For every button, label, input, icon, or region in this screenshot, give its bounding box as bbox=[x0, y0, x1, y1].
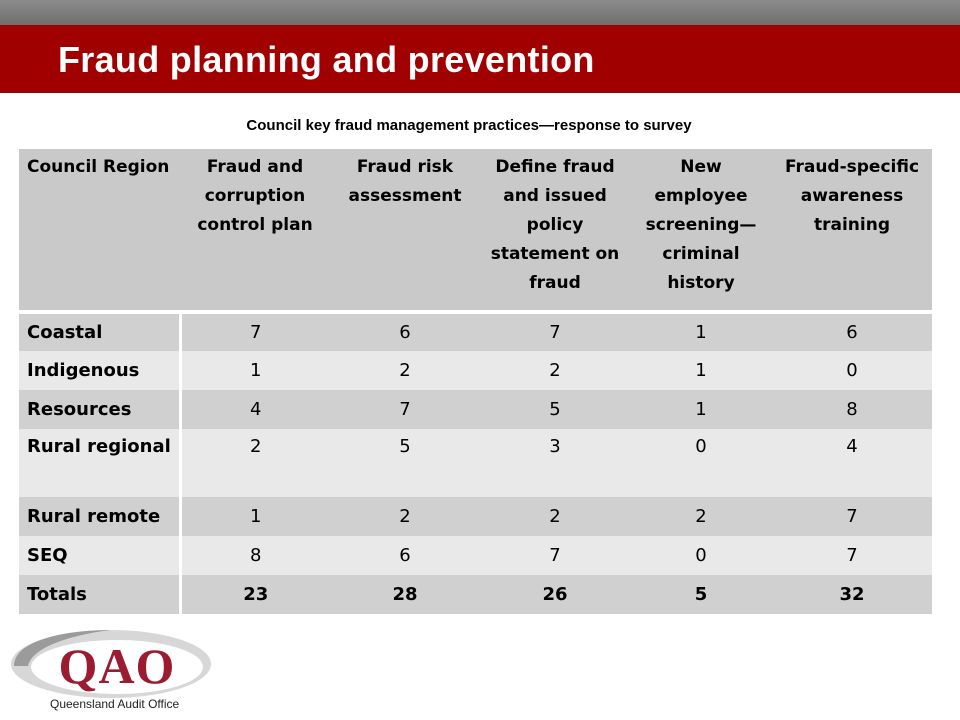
region-cell: Rural regional bbox=[19, 429, 180, 497]
totals-label: Totals bbox=[19, 575, 180, 614]
value-cell: 8 bbox=[180, 536, 330, 575]
table-row bbox=[19, 536, 932, 575]
slide-title: Fraud planning and prevention bbox=[58, 39, 595, 80]
region-cell: SEQ bbox=[19, 536, 180, 575]
region-cell: Indigenous bbox=[19, 351, 180, 390]
value-cell: 6 bbox=[330, 536, 480, 575]
value-cell: 2 bbox=[330, 351, 480, 390]
value-cell: 2 bbox=[630, 497, 772, 536]
survey-table bbox=[19, 149, 932, 614]
logo-text: QAO bbox=[58, 638, 176, 694]
header-employee-screening: New employee screening—criminal history bbox=[630, 149, 772, 312]
value-cell: 2 bbox=[480, 351, 630, 390]
value-cell: 0 bbox=[772, 351, 932, 390]
header-risk-assessment: Fraud risk assessment bbox=[330, 149, 480, 312]
value-cell: 5 bbox=[330, 429, 480, 497]
total-cell: 26 bbox=[480, 575, 630, 614]
total-cell: 5 bbox=[630, 575, 772, 614]
table-caption: Council key fraud management practices—response to survey bbox=[246, 117, 692, 134]
value-cell: 0 bbox=[630, 429, 772, 497]
header-policy-statement: Define fraud and issued policy statement on fraud bbox=[480, 149, 630, 312]
value-cell: 2 bbox=[480, 497, 630, 536]
value-cell: 4 bbox=[180, 390, 330, 429]
header-council-region: Council Region bbox=[19, 149, 180, 312]
top-strip bbox=[0, 0, 960, 25]
value-cell: 1 bbox=[630, 312, 772, 351]
value-cell: 1 bbox=[180, 497, 330, 536]
value-cell: 4 bbox=[772, 429, 932, 497]
header-awareness-training: Fraud-specific awareness training bbox=[772, 149, 932, 312]
table-row bbox=[19, 351, 932, 390]
value-cell: 7 bbox=[772, 536, 932, 575]
value-cell: 7 bbox=[772, 497, 932, 536]
value-cell: 3 bbox=[480, 429, 630, 497]
value-cell: 7 bbox=[480, 312, 630, 351]
header-control-plan: Fraud and corruption control plan bbox=[180, 149, 330, 312]
total-cell: 28 bbox=[330, 575, 480, 614]
table-row bbox=[19, 312, 932, 351]
value-cell: 8 bbox=[772, 390, 932, 429]
value-cell: 2 bbox=[330, 497, 480, 536]
total-cell: 32 bbox=[772, 575, 932, 614]
value-cell: 5 bbox=[480, 390, 630, 429]
value-cell: 6 bbox=[330, 312, 480, 351]
value-cell: 2 bbox=[180, 429, 330, 497]
value-cell: 1 bbox=[180, 351, 330, 390]
totals-row bbox=[19, 575, 932, 614]
total-cell: 23 bbox=[180, 575, 330, 614]
value-cell: 7 bbox=[180, 312, 330, 351]
region-cell: Resources bbox=[19, 390, 180, 429]
table-row bbox=[19, 429, 932, 497]
table-header-row bbox=[19, 149, 932, 312]
value-cell: 1 bbox=[630, 390, 772, 429]
logo-subtitle: Queensland Audit Office bbox=[50, 697, 180, 711]
value-cell: 7 bbox=[330, 390, 480, 429]
region-cell: Rural remote bbox=[19, 497, 180, 536]
region-cell: Coastal bbox=[19, 312, 180, 351]
value-cell: 7 bbox=[480, 536, 630, 575]
title-bar bbox=[0, 25, 960, 93]
value-cell: 6 bbox=[772, 312, 932, 351]
table-row bbox=[19, 497, 932, 536]
table-row bbox=[19, 390, 932, 429]
value-cell: 1 bbox=[630, 351, 772, 390]
value-cell: 0 bbox=[630, 536, 772, 575]
qao-logo bbox=[6, 626, 216, 708]
